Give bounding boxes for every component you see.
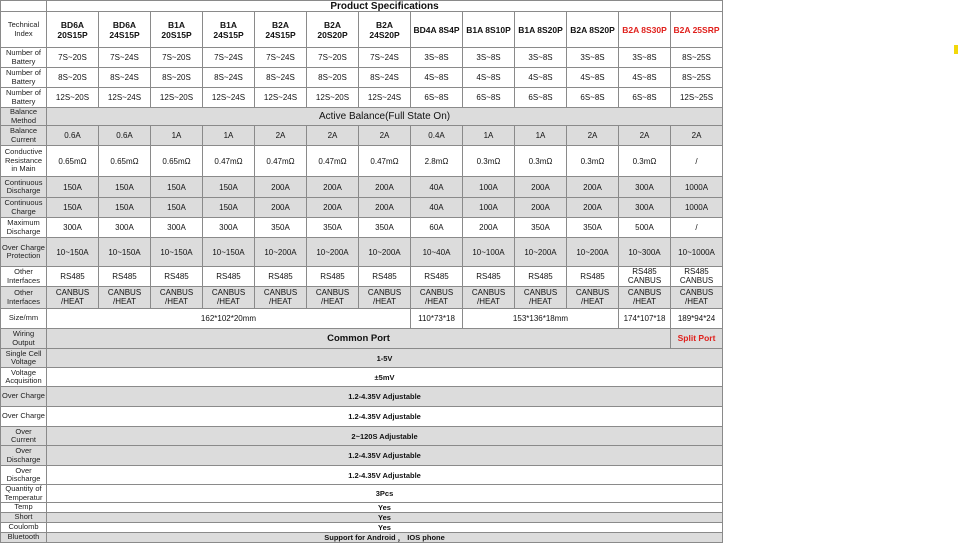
row-label: Temp (1, 503, 47, 513)
model-header: B1A 8S10P (463, 12, 515, 48)
table-row (1, 238, 723, 267)
row-label: Single Cell Voltage (1, 349, 47, 368)
table-cell: 0.6A (99, 126, 151, 146)
table-cell: CANBUS /HEAT (671, 287, 723, 309)
table-cell: CANBUS /HEAT (307, 287, 359, 309)
model-header: BD6A 24S15P (99, 12, 151, 48)
table-cell: 8S~24S (255, 68, 307, 88)
spanned-value: 1.2-4.35V Adjustable (47, 466, 723, 485)
row-label: Quantity of Temperatur (1, 485, 47, 503)
table-cell: 0.3mΩ (515, 146, 567, 177)
table-cell: 6S~8S (463, 88, 515, 108)
table-cell: 1A (151, 126, 203, 146)
row-label: Coulomb (1, 523, 47, 533)
table-cell: 200A (307, 198, 359, 218)
table-title: Product Specifications (47, 1, 723, 12)
spanned-value: Yes (47, 503, 723, 513)
table-cell: 10~200A (255, 238, 307, 267)
table-cell: 10~150A (151, 238, 203, 267)
common-port: Common Port (47, 329, 671, 349)
table-cell: 3S~8S (463, 48, 515, 68)
spanned-value: 1.2-4.35V Adjustable (47, 407, 723, 427)
row-label: Wiring Output (1, 329, 47, 349)
size-value: 153*136*18mm (463, 309, 619, 329)
table-cell: 3S~8S (411, 48, 463, 68)
table-cell: 10~150A (47, 238, 99, 267)
table-cell: 7S~20S (151, 48, 203, 68)
table-cell: 0.47mΩ (255, 146, 307, 177)
model-header: BD6A 20S15P (47, 12, 99, 48)
model-header: B2A 24S15P (255, 12, 307, 48)
row-label: Over Discharge (1, 446, 47, 466)
spanned-value: 1.2-4.35V Adjustable (47, 446, 723, 466)
spanned-value: 1.2-4.35V Adjustable (47, 387, 723, 407)
table-cell: 60A (411, 218, 463, 238)
table-cell: RS485 (567, 267, 619, 287)
table-cell: RS485 (47, 267, 99, 287)
table-cell: 0.4A (411, 126, 463, 146)
yellow-marker (954, 45, 958, 54)
table-cell: CANBUS /HEAT (203, 287, 255, 309)
spanned-value: 3Pcs (47, 485, 723, 503)
row-label: Over Charge (1, 387, 47, 407)
table-cell: 8S~25S (671, 48, 723, 68)
table-cell: 0.47mΩ (307, 146, 359, 177)
table-cell: CANBUS /HEAT (359, 287, 411, 309)
table-cell: 10~200A (567, 238, 619, 267)
table-cell: 150A (99, 177, 151, 198)
model-header: B2A 20S20P (307, 12, 359, 48)
table-row (1, 513, 723, 523)
table-cell: 40A (411, 177, 463, 198)
table-cell: 12S~24S (99, 88, 151, 108)
table-cell: RS485 (463, 267, 515, 287)
spanned-value: Yes (47, 513, 723, 523)
table-cell: RS485 (99, 267, 151, 287)
table-cell: / (671, 146, 723, 177)
table-cell: RS485 (411, 267, 463, 287)
row-label: Over Discharge (1, 466, 47, 485)
spanned-value: 1-5V (47, 349, 723, 368)
table-cell: 10~1000A (671, 238, 723, 267)
row-label: Size/mm (1, 309, 47, 329)
table-cell: 3S~8S (567, 48, 619, 68)
table-cell: 10~150A (203, 238, 255, 267)
table-cell: 300A (151, 218, 203, 238)
row-label: Maximum Discharge (1, 218, 47, 238)
table-cell: 12S~24S (255, 88, 307, 108)
table-cell: 500A (619, 218, 671, 238)
table-cell: 40A (411, 198, 463, 218)
row-label: Bluetooth (1, 533, 47, 543)
table-cell: 150A (47, 198, 99, 218)
table-cell: 200A (463, 218, 515, 238)
table-cell: RS485 (255, 267, 307, 287)
table-cell: 10~200A (307, 238, 359, 267)
table-cell: 10~40A (411, 238, 463, 267)
row-label: Continuous Discharge (1, 177, 47, 198)
size-value: 189*94*24 (671, 309, 723, 329)
table-cell: 12S~24S (203, 88, 255, 108)
model-header: B2A 8S20P (567, 12, 619, 48)
table-cell: 0.6A (47, 126, 99, 146)
table-cell: 6S~8S (411, 88, 463, 108)
spanned-value: ±5mV (47, 368, 723, 387)
row-label: Voltage Acquisition (1, 368, 47, 387)
table-cell: RS485 CANBUS (619, 267, 671, 287)
table-cell: 2A (671, 126, 723, 146)
model-header: B1A 20S15P (151, 12, 203, 48)
table-cell: 1A (203, 126, 255, 146)
table-cell: CANBUS /HEAT (255, 287, 307, 309)
table-cell: 100A (463, 198, 515, 218)
table-cell: 350A (255, 218, 307, 238)
table-cell: 8S~24S (359, 68, 411, 88)
table-row (1, 309, 723, 329)
table-row (1, 146, 723, 177)
spanned-value: Support for Android ， IOS phone (47, 533, 723, 543)
table-cell: 100A (463, 177, 515, 198)
table-cell: CANBUS /HEAT (619, 287, 671, 309)
table-cell: 4S~8S (515, 68, 567, 88)
table-cell: 150A (151, 177, 203, 198)
table-row (1, 108, 723, 126)
table-cell: 6S~8S (515, 88, 567, 108)
table-cell: 2A (567, 126, 619, 146)
table-cell: 7S~24S (255, 48, 307, 68)
table-cell: 7S~20S (307, 48, 359, 68)
table-row (1, 427, 723, 446)
table-cell: CANBUS /HEAT (463, 287, 515, 309)
row-label: Continuous Charge (1, 198, 47, 218)
table-cell: 0.47mΩ (203, 146, 255, 177)
table-cell: 150A (99, 198, 151, 218)
table-row (1, 287, 723, 309)
row-label: Number of Battery (1, 68, 47, 88)
table-cell: 4S~8S (619, 68, 671, 88)
table-cell: 0.65mΩ (151, 146, 203, 177)
table-row (1, 177, 723, 198)
model-header: B2A 24S20P (359, 12, 411, 48)
size-value: 110*73*18 (411, 309, 463, 329)
table-cell: 300A (203, 218, 255, 238)
table-cell: 8S~20S (307, 68, 359, 88)
table-cell: 2A (307, 126, 359, 146)
table-cell: 10~300A (619, 238, 671, 267)
table-cell: 200A (255, 198, 307, 218)
table-cell: 2.8mΩ (411, 146, 463, 177)
row-label: Short (1, 513, 47, 523)
row-label: Over Current (1, 427, 47, 446)
row-label: Number of Battery (1, 88, 47, 108)
table-cell: 200A (515, 198, 567, 218)
table-row (1, 198, 723, 218)
table-row (1, 533, 723, 543)
table-cell: 1A (463, 126, 515, 146)
table-cell: 200A (255, 177, 307, 198)
table-cell: RS485 (151, 267, 203, 287)
table-cell: 8S~20S (151, 68, 203, 88)
table-row (1, 126, 723, 146)
table-row (1, 68, 723, 88)
model-header: B2A 8S30P (619, 12, 671, 48)
table-cell: 0.65mΩ (99, 146, 151, 177)
table-cell: 12S~20S (307, 88, 359, 108)
table-cell: 150A (47, 177, 99, 198)
table-cell: 10~200A (515, 238, 567, 267)
table-cell: 200A (307, 177, 359, 198)
table-cell: 350A (567, 218, 619, 238)
table-cell: / (671, 218, 723, 238)
model-header: B1A 8S20P (515, 12, 567, 48)
table-cell: 8S~20S (47, 68, 99, 88)
table-cell: 300A (619, 177, 671, 198)
row-label: Number of Battery (1, 48, 47, 68)
table-cell: 4S~8S (463, 68, 515, 88)
size-value: 174*107*18 (619, 309, 671, 329)
table-cell: 10~100A (463, 238, 515, 267)
model-header: B1A 24S15P (203, 12, 255, 48)
row-label: Conductive Resistance in Main (1, 146, 47, 177)
table-cell: 4S~8S (411, 68, 463, 88)
table-cell: CANBUS /HEAT (99, 287, 151, 309)
table-cell: 12S~25S (671, 88, 723, 108)
table-cell: 3S~8S (515, 48, 567, 68)
table-cell: 350A (307, 218, 359, 238)
table-cell: 1000A (671, 177, 723, 198)
model-header: B2A 25SRP (671, 12, 723, 48)
table-row (1, 523, 723, 533)
table-cell: 1000A (671, 198, 723, 218)
table-row (1, 48, 723, 68)
table-cell: 350A (515, 218, 567, 238)
table-cell: 8S~24S (99, 68, 151, 88)
table-cell: 200A (567, 198, 619, 218)
table-cell: 2A (255, 126, 307, 146)
table-row (1, 485, 723, 503)
table-cell: 10~200A (359, 238, 411, 267)
row-label: Over Charge (1, 407, 47, 427)
table-row (1, 387, 723, 407)
table-row (1, 446, 723, 466)
table-cell: 1A (515, 126, 567, 146)
row-label: Other Interfaces (1, 287, 47, 309)
table-row (1, 218, 723, 238)
table-cell: 350A (359, 218, 411, 238)
table-row (1, 466, 723, 485)
table-cell: RS485 CANBUS (671, 267, 723, 287)
table-cell: 8S~24S (203, 68, 255, 88)
table-row (1, 88, 723, 108)
table-cell: 300A (619, 198, 671, 218)
table-cell: 6S~8S (567, 88, 619, 108)
table-cell: 150A (203, 198, 255, 218)
table-cell: 0.47mΩ (359, 146, 411, 177)
table-cell: 150A (203, 177, 255, 198)
table-cell: 0.3mΩ (567, 146, 619, 177)
table-row (1, 349, 723, 368)
table-cell: 0.3mΩ (463, 146, 515, 177)
model-header: BD4A 8S4P (411, 12, 463, 48)
table-cell: 150A (151, 198, 203, 218)
spanned-value: Yes (47, 523, 723, 533)
table-cell: 300A (47, 218, 99, 238)
table-cell: 12S~24S (359, 88, 411, 108)
balance-method-value: Active Balance(Full State On) (47, 108, 723, 126)
table-cell: 200A (515, 177, 567, 198)
table-cell: 200A (359, 177, 411, 198)
table-cell: CANBUS /HEAT (515, 287, 567, 309)
table-cell: RS485 (359, 267, 411, 287)
table-row (1, 368, 723, 387)
split-port: Split Port (671, 329, 723, 349)
table-cell: CANBUS /HEAT (567, 287, 619, 309)
table-cell: 12S~20S (47, 88, 99, 108)
table-cell: 200A (567, 177, 619, 198)
table-cell: 7S~24S (203, 48, 255, 68)
row-label: Other Interfaces (1, 267, 47, 287)
table-cell: 300A (99, 218, 151, 238)
table-cell: RS485 (203, 267, 255, 287)
table-cell: 7S~20S (47, 48, 99, 68)
table-cell: 2A (619, 126, 671, 146)
table-row (1, 329, 723, 349)
table-cell: 0.3mΩ (619, 146, 671, 177)
table-row (1, 407, 723, 427)
technical-index-header: Technical Index (1, 12, 47, 48)
table-cell: RS485 (307, 267, 359, 287)
table-cell: 8S~25S (671, 68, 723, 88)
row-label: Balance Current (1, 126, 47, 146)
table-cell: 6S~8S (619, 88, 671, 108)
table-cell: 4S~8S (567, 68, 619, 88)
table-cell: CANBUS /HEAT (151, 287, 203, 309)
table-cell: 2A (359, 126, 411, 146)
table-cell: 10~150A (99, 238, 151, 267)
row-label: Over Charge Protection (1, 238, 47, 267)
table-row (1, 267, 723, 287)
row-label: Balance Method (1, 108, 47, 126)
table-cell: RS485 (515, 267, 567, 287)
table-cell: 3S~8S (619, 48, 671, 68)
table-cell: 7S~24S (99, 48, 151, 68)
table-cell: CANBUS /HEAT (47, 287, 99, 309)
table-cell: 200A (359, 198, 411, 218)
table-cell: CANBUS /HEAT (411, 287, 463, 309)
spanned-value: 2~120S Adjustable (47, 427, 723, 446)
size-value: 162*102*20mm (47, 309, 411, 329)
table-cell: 7S~24S (359, 48, 411, 68)
table-cell: 0.65mΩ (47, 146, 99, 177)
table-cell: 12S~20S (151, 88, 203, 108)
table-row (1, 503, 723, 513)
